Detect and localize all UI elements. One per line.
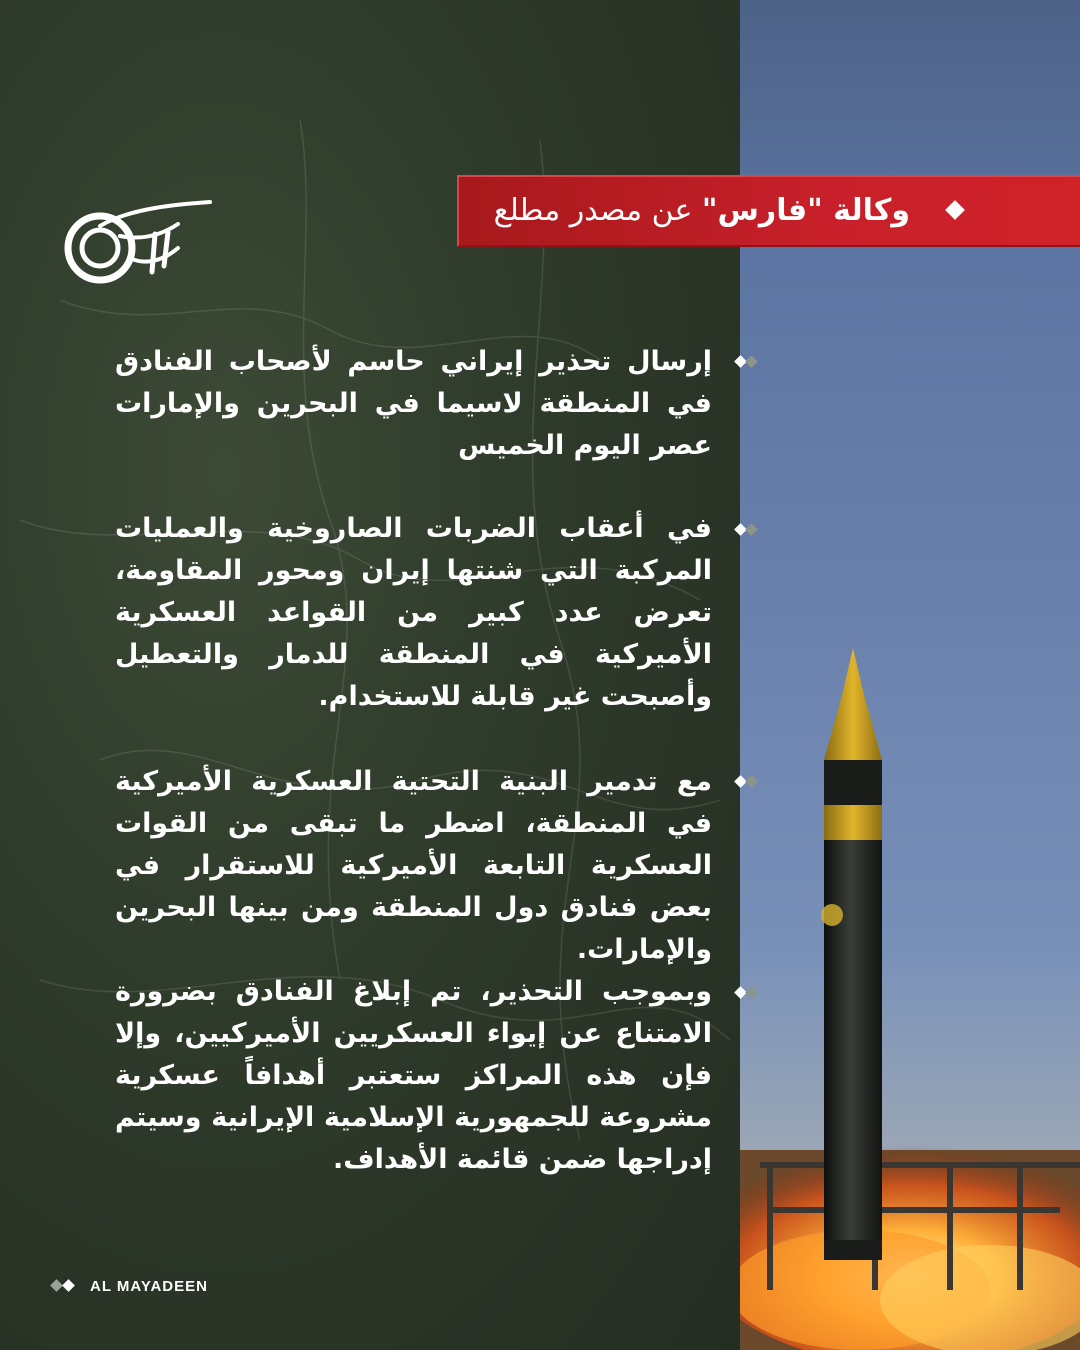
paragraph-1: إرسال تحذير إيراني حاسم لأصحاب الفنادق في المنطقة لاسيما في البحرين والإمارات عصر اليوم الخميس xyxy=(115,346,712,461)
double-diamond-icon xyxy=(50,1279,80,1293)
double-diamond-icon xyxy=(732,524,760,536)
diamond-icon xyxy=(945,200,965,220)
double-diamond-icon xyxy=(732,987,760,999)
paragraph-4: وبموجب التحذير، تم إبلاغ الفنادق بضرورة الامتناع عن إيواء العسكريين الأميركيين، وإلا فإن هذه المراكز ستعتبر أهدافاً عسكرية مشروعة للجمهورية الإسلامية الإيرانية وسيتم إدراجها ضمن قائمة الأهداف. xyxy=(115,976,712,1175)
al-mayadeen-logo-icon xyxy=(60,196,220,292)
headline-text xyxy=(494,189,910,233)
paragraph-2: في أعقاب الضربات الصاروخية والعمليات المركبة التي شنتها إيران ومحور المقاومة، تعرض عدد كبير من القواعد العسكرية الأميركية في المنطقة للدمار والتعطيل وأصبحت غير قابلة للاستخدام. xyxy=(115,513,712,712)
headline-rest: عن مصدر مطلع xyxy=(493,193,702,228)
paragraph-3: مع تدمير البنية التحتية العسكرية الأميركية في المنطقة، اضطر ما تبقى من القوات العسكرية التابعة الأميركية للاستقرار في بعض فنادق دول المنطقة ومن بينها البحرين والإمارات. xyxy=(115,766,712,965)
headline-banner xyxy=(457,175,1080,247)
double-diamond-icon xyxy=(732,776,760,788)
brand-name: AL MAYADEEN xyxy=(90,1277,208,1295)
headline-source: وكالة "فارس" xyxy=(701,193,910,228)
footer-brand xyxy=(50,1276,208,1296)
double-diamond-icon xyxy=(732,356,760,368)
